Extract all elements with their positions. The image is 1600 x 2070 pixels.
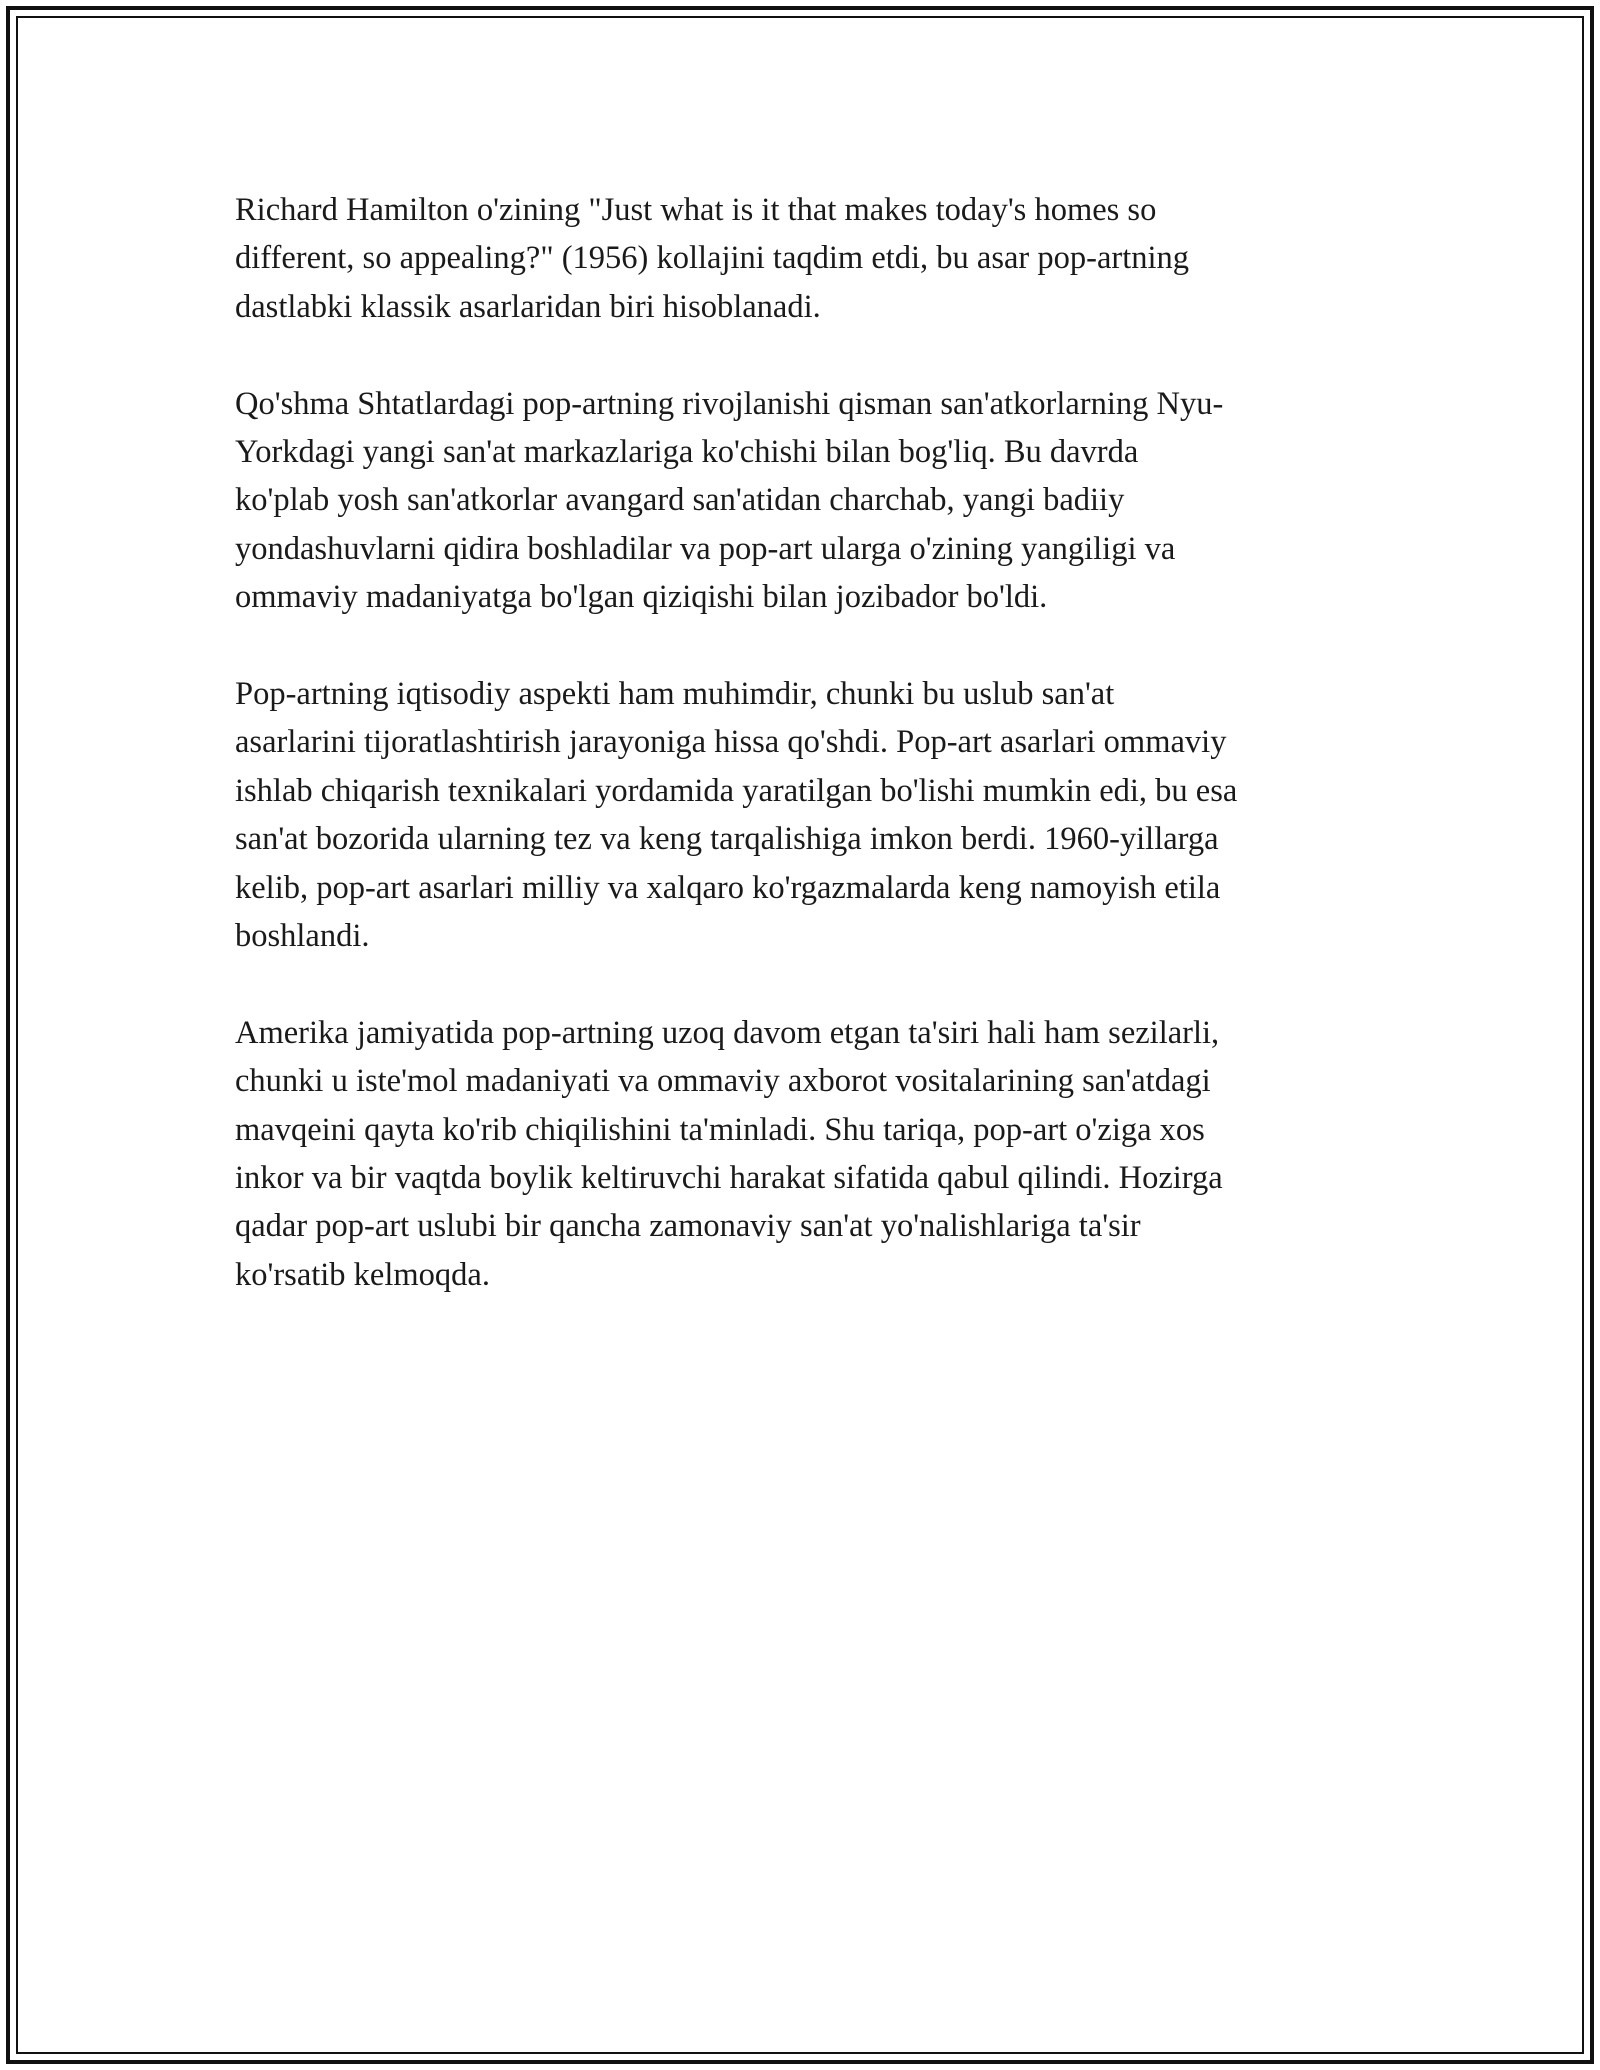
paragraph-hamilton-collage: Richard Hamilton o'zining "Just what is it that makes today's homes so different, so appealing?" (1956) kollajini taqdim etdi, bu asar pop-artning dastlabki klassik asarlaridan biri hisoblanadi. bbox=[235, 192, 1190, 325]
paragraph-economic-aspect: Pop-artning iqtisodiy aspekti ham muhimdir, chunki bu uslub san'at asarlarini tijoratlashtirish jarayoniga hissa qo'shdi. Pop-art asarlari ommaviy ishlab chiqarish texnikalari yordamida yaratilgan bo'lishi mumkin edi, bu esa san'at bozorida ularning tez va keng tarqalishiga imkon berdi. 1960-yillarga kelib, pop-art asarlari milliy va xalqaro ko'rgazmalarda keng namoyish etila boshlandi. bbox=[235, 676, 1238, 955]
paragraph-lasting-influence: Amerika jamiyatida pop-artning uzoq davom etgan ta'siri hali ham sezilarli, chunki u iste'mol madaniyati va ommaviy axborot vositalarining san'atdagi mavqeini qayta ko'rib chiqilishini ta'minladi. Shu tariqa, pop-art o'ziga xos inkor va bir vaqtda boylik keltiruvchi harakat sifatida qabul qilindi. Hozirga qadar pop-art uslubi bir qancha zamonaviy san'at yo'nalishlariga ta'sir ko'rsatib kelmoqda. bbox=[235, 1014, 1223, 1293]
document-body bbox=[235, 186, 1375, 1348]
paragraph-us-development: Qo'shma Shtatlardagi pop-artning rivojlanishi qisman san'atkorlarning Nyu- Yorkdagi yangi san'at markazlariga ko'chishi bilan bog'liq. Bu davrda ko'plab yosh san'atkorlar avangard san'atidan charchab, yangi badiiy yondashuvlarni qidira boshladilar va pop-art ularga o'zining yangiligi va ommaviy madaniyatga bo'lgan qiziqishi bilan jozibador bo'ldi. bbox=[235, 385, 1224, 616]
